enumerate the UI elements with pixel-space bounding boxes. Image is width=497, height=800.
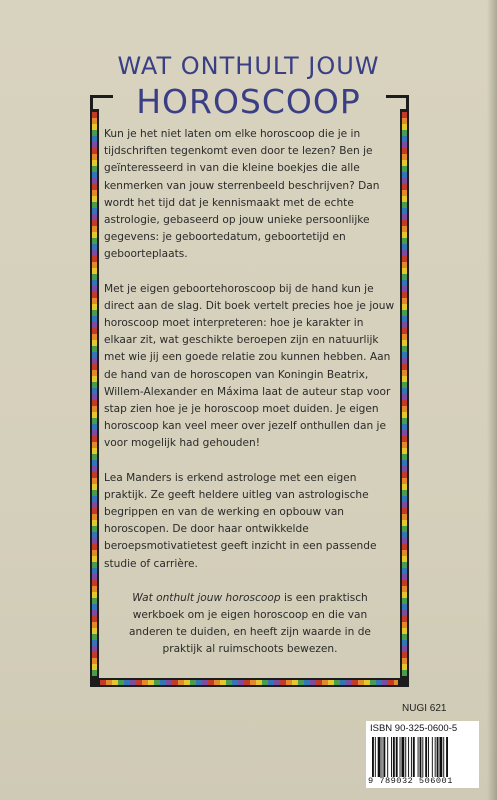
blurb-paragraph-3: Lea Manders is erkend astrologe met een eigen praktijk. Ze geeft heldere uitleg van astrologische begrippen en van de werking en opbouw van horoscopen. De door haar ontwikkelde beroepsmotivatietest geeft inzicht in een passende studie of carrière. — [104, 471, 377, 570]
isbn-label: ISBN 90-325-0600-5 — [370, 723, 458, 734]
barcode-number: 9 789032 506001 — [368, 776, 453, 786]
blurb-text — [104, 126, 396, 676]
blurb-closing — [104, 590, 396, 659]
rainbow-stripe-left — [92, 112, 97, 676]
rainbow-stripe-bottom — [100, 680, 398, 685]
barcode-icon — [372, 737, 473, 777]
blurb-paragraph-2: Met je eigen geboortehoroscoop bij de hand kun je direct aan de slag. Dit boek vertelt precies hoe je jouw horoscoop moet interpreteren: hoe je karakter in elkaar zit, wat geschikte beroepen zijn en natuurlijk met wie jij een goede relatie zou kunnen hebben. Aan de hand van de horoscopen van Koningin Beatrix, Willem-Alexander en Máxima laat de auteur stap voor stap zien hoe je je horoscoop moet duiden. Je eigen horoscoop kan veel meer over jezelf onthullen dan je voor mogelijk had gehouden! — [104, 282, 395, 450]
closing-book-title: Wat onthult jouw horoscoop — [132, 591, 281, 604]
barcode-box — [366, 721, 479, 788]
blurb-paragraph-1: Kun je het niet laten om elke horoscoop die je in tijdschriften tegenkomt even door te lezen? Ben je geïnteresseerd in van die kleine boekjes die alle kenmerken van jouw sterrenbeeld beschrijven? Dan wordt het tijd dat je kennismaakt met de echte astrologie, gebaseerd op jouw unieke persoonlijke gegevens: je geboortedatum, geboortetijd en geboorteplaats. — [104, 128, 380, 261]
title-line-1: WAT ONTHULT JOUW — [117, 52, 380, 80]
closing-text: is een praktisch werkboek om je eigen horoscoop en die van anderen te duiden, en heeft zijn waarde in de praktijk al ruimschoots bewezen. — [129, 591, 371, 656]
title-line-2: HOROSCOOP — [136, 82, 361, 121]
frame-corner-right — [386, 95, 409, 109]
nugi-code: NUGI 621 — [402, 703, 447, 714]
frame-corner-left — [90, 95, 113, 109]
rainbow-stripe-right — [402, 112, 407, 676]
